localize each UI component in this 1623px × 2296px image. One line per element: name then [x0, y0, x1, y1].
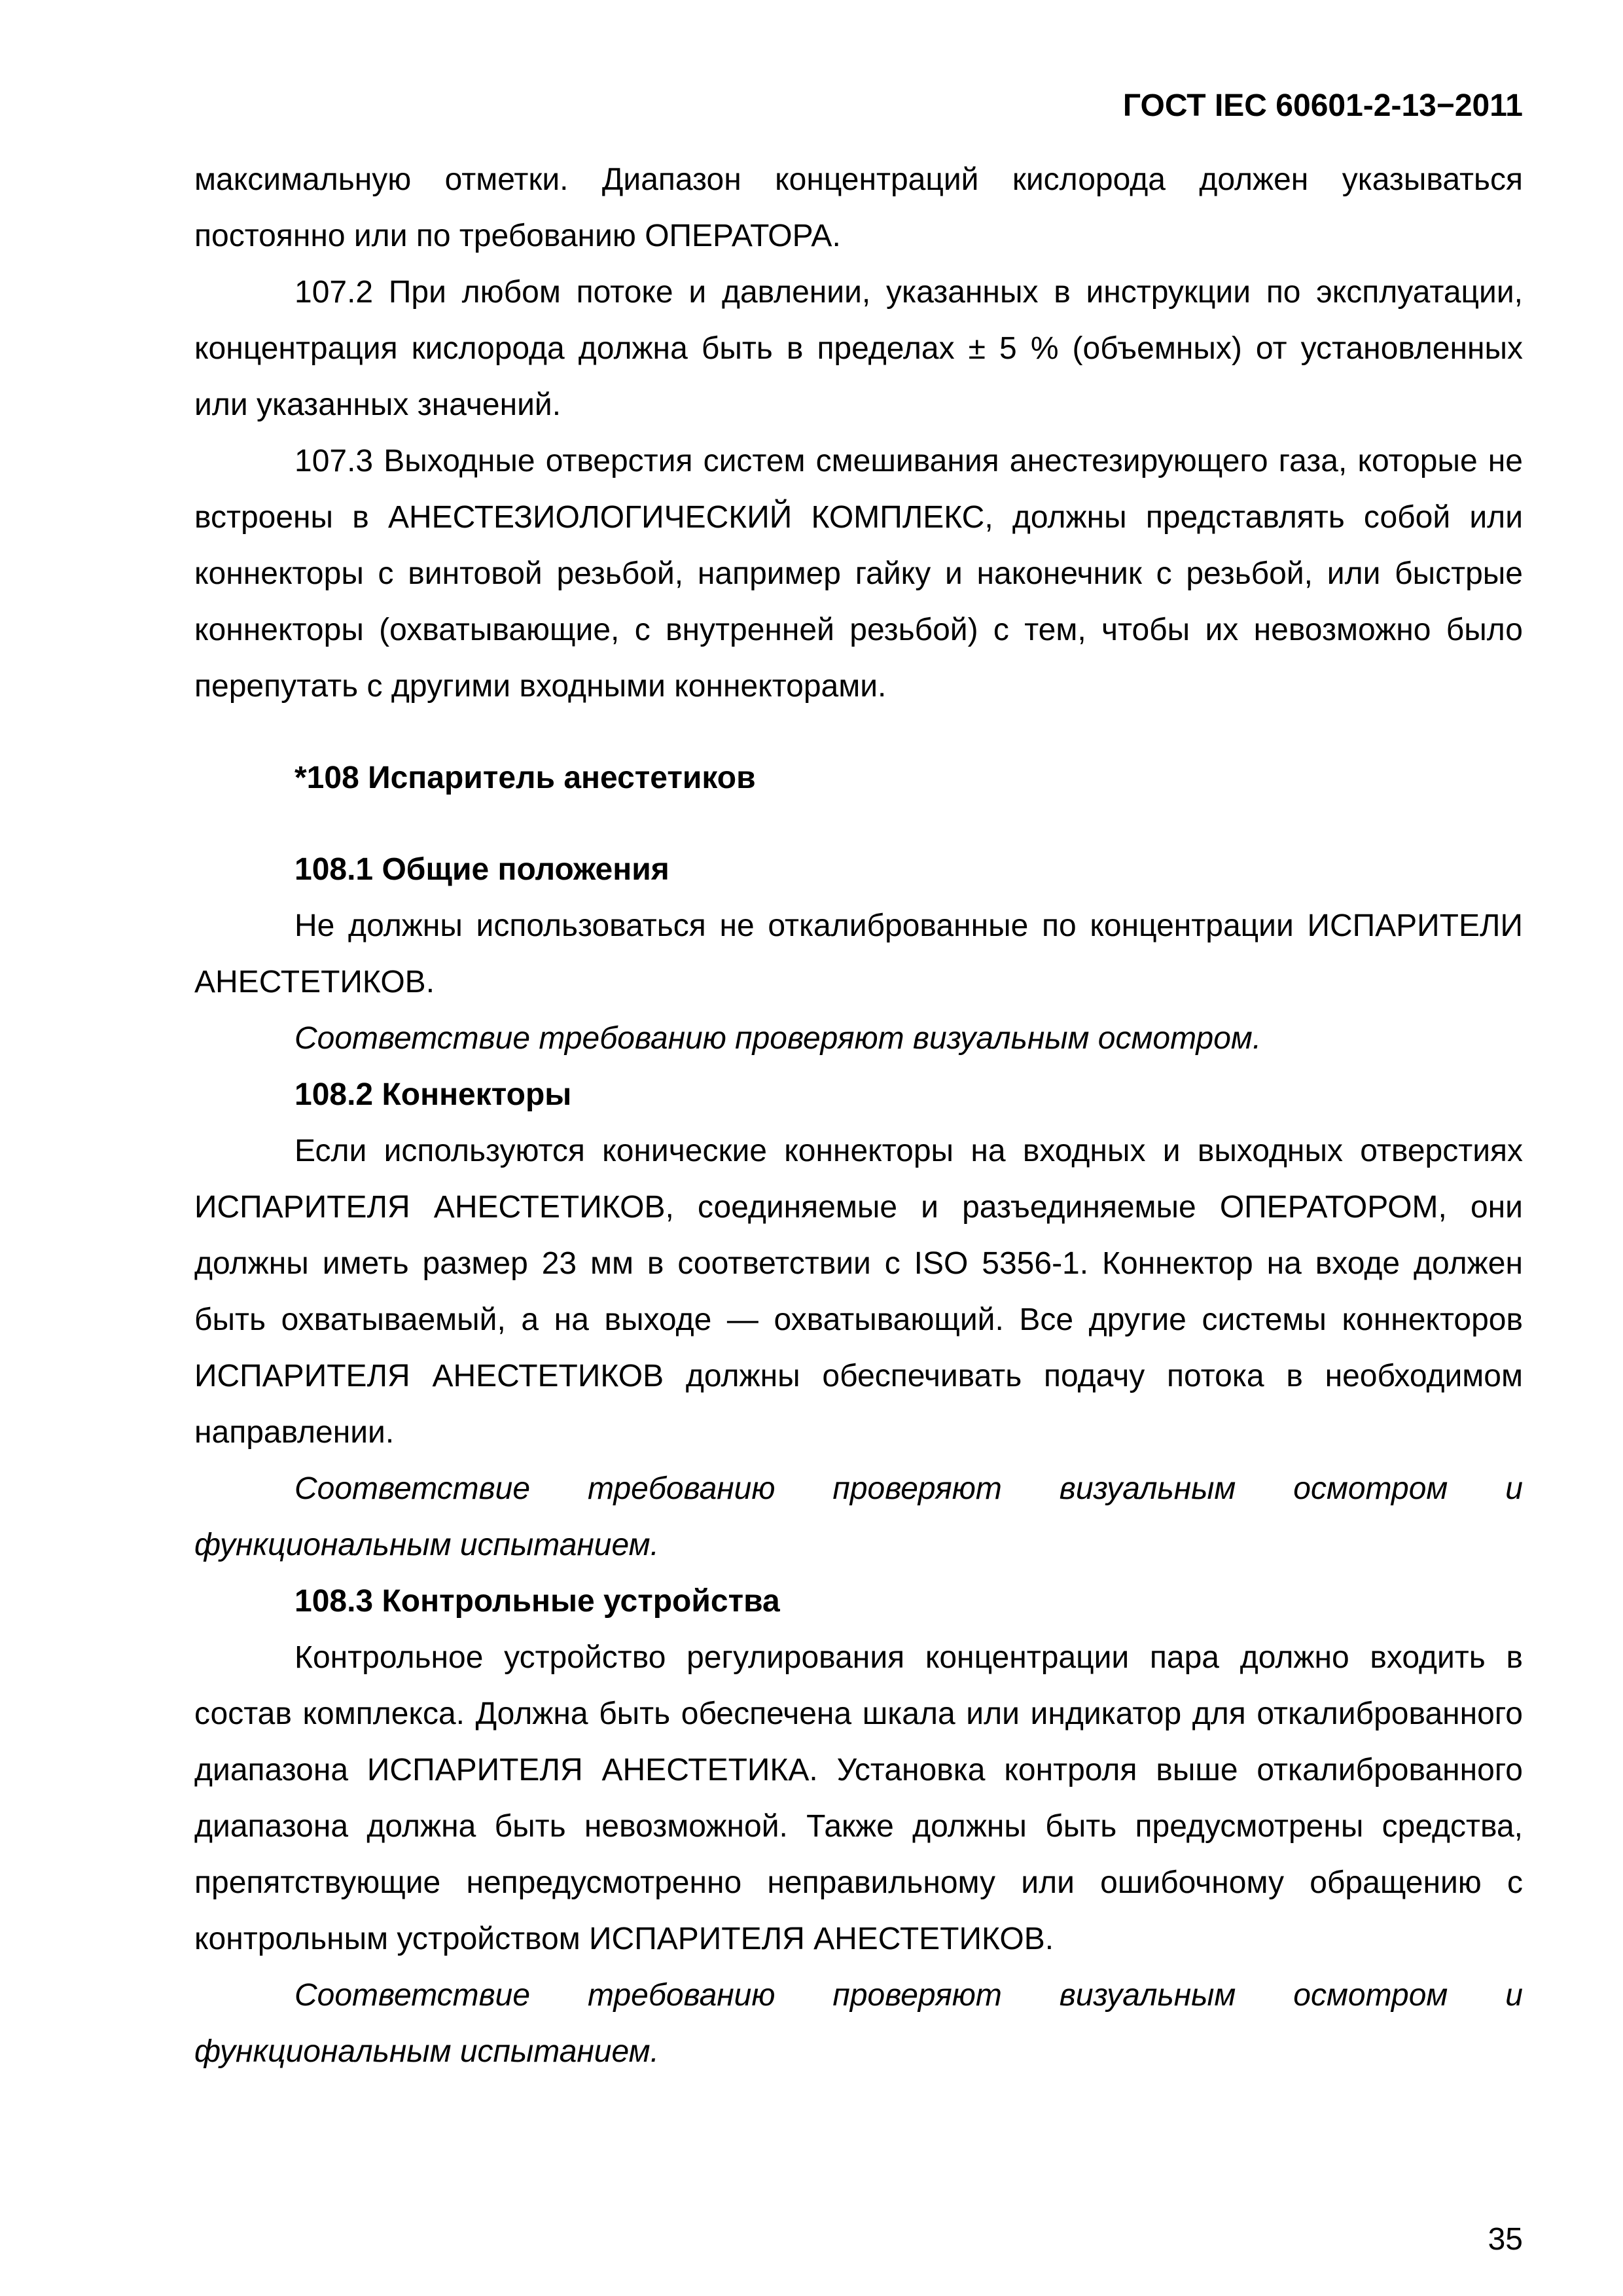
document-body	[194, 152, 1523, 2080]
subsection-heading-108-3: 108.3 Контрольные устройства	[294, 1584, 780, 1619]
document-header-standard-code: ГОСТ IEC 60601-2-13−2011	[1122, 88, 1523, 123]
subsection-heading-108-1: 108.1 Общие положения	[294, 852, 669, 887]
compliance-note-108-1: Соответствие требованию проверяют визуальным осмотром.	[294, 1021, 1262, 1056]
paragraph-108-3: Контрольное устройство регулирования концентрации пара должно входить в состав комплекса. Должна быть обеспечена шкала или индикатор для откалиброванного диапазона ИСПАРИТЕЛЯ АНЕСТЕТИКА. Установка контроля выше откалиброванного диапазона должна быть невозможной. Также должны быть предусмотрены средства, препятствующие непредусмотренно неправильному или ошибочному обращению с контрольным устройством ИСПАРИТЕЛЯ АНЕСТЕТИКОВ.	[194, 1640, 1523, 1956]
page-number: 35	[1488, 2222, 1523, 2257]
subsection-heading-108-2: 108.2 Коннекторы	[294, 1077, 572, 1112]
paragraph-continuation: максимальную отметки. Диапазон концентраций кислорода должен указываться постоянно или по требованию ОПЕРАТОРА.	[194, 162, 1523, 253]
paragraph-108-2: Если используются конические коннекторы на входных и выходных отверстиях ИСПАРИТЕЛЯ АНЕСТЕТИКОВ, соединяемые и разъединяемые ОПЕРАТОРОМ, они должны иметь размер 23 мм в соответствии с ISO 5356-1. Коннектор на входе должен быть охватываемый, а на выходе — охватывающий. Все другие системы коннекторов ИСПАРИТЕЛЯ АНЕСТЕТИКОВ должны обеспечивать подачу потока в необходимом направлении.	[194, 1134, 1523, 1450]
section-heading-108: *108 Испаритель анестетиков	[294, 761, 756, 795]
compliance-note-108-2: Соответствие требованию проверяют визуальным осмотром и функциональным испытанием.	[194, 1471, 1523, 1562]
paragraph-107-2: 107.2 При любом потоке и давлении, указанных в инструкции по эксплуатации, концентрация кислорода должна быть в пределах ± 5 % (объемных) от установленных или указанных значений.	[194, 275, 1523, 422]
compliance-note-108-3: Соответствие требованию проверяют визуальным осмотром и функциональным испытанием.	[194, 1978, 1523, 2069]
paragraph-107-3: 107.3 Выходные отверстия систем смешивания анестезирующего газа, которые не встроены в АНЕСТЕЗИОЛОГИЧЕСКИЙ КОМПЛЕКС, должны представлять собой или коннекторы с винтовой резьбой, например гайку и наконечник с резьбой, или быстрые коннекторы (охватывающие, с внутренней резьбой) с тем, чтобы их невозможно было перепутать с другими входными коннекторами.	[194, 444, 1523, 704]
paragraph-108-1: Не должны использоваться не откалиброванные по концентрации ИСПАРИТЕЛИ АНЕСТЕТИКОВ.	[194, 908, 1523, 999]
